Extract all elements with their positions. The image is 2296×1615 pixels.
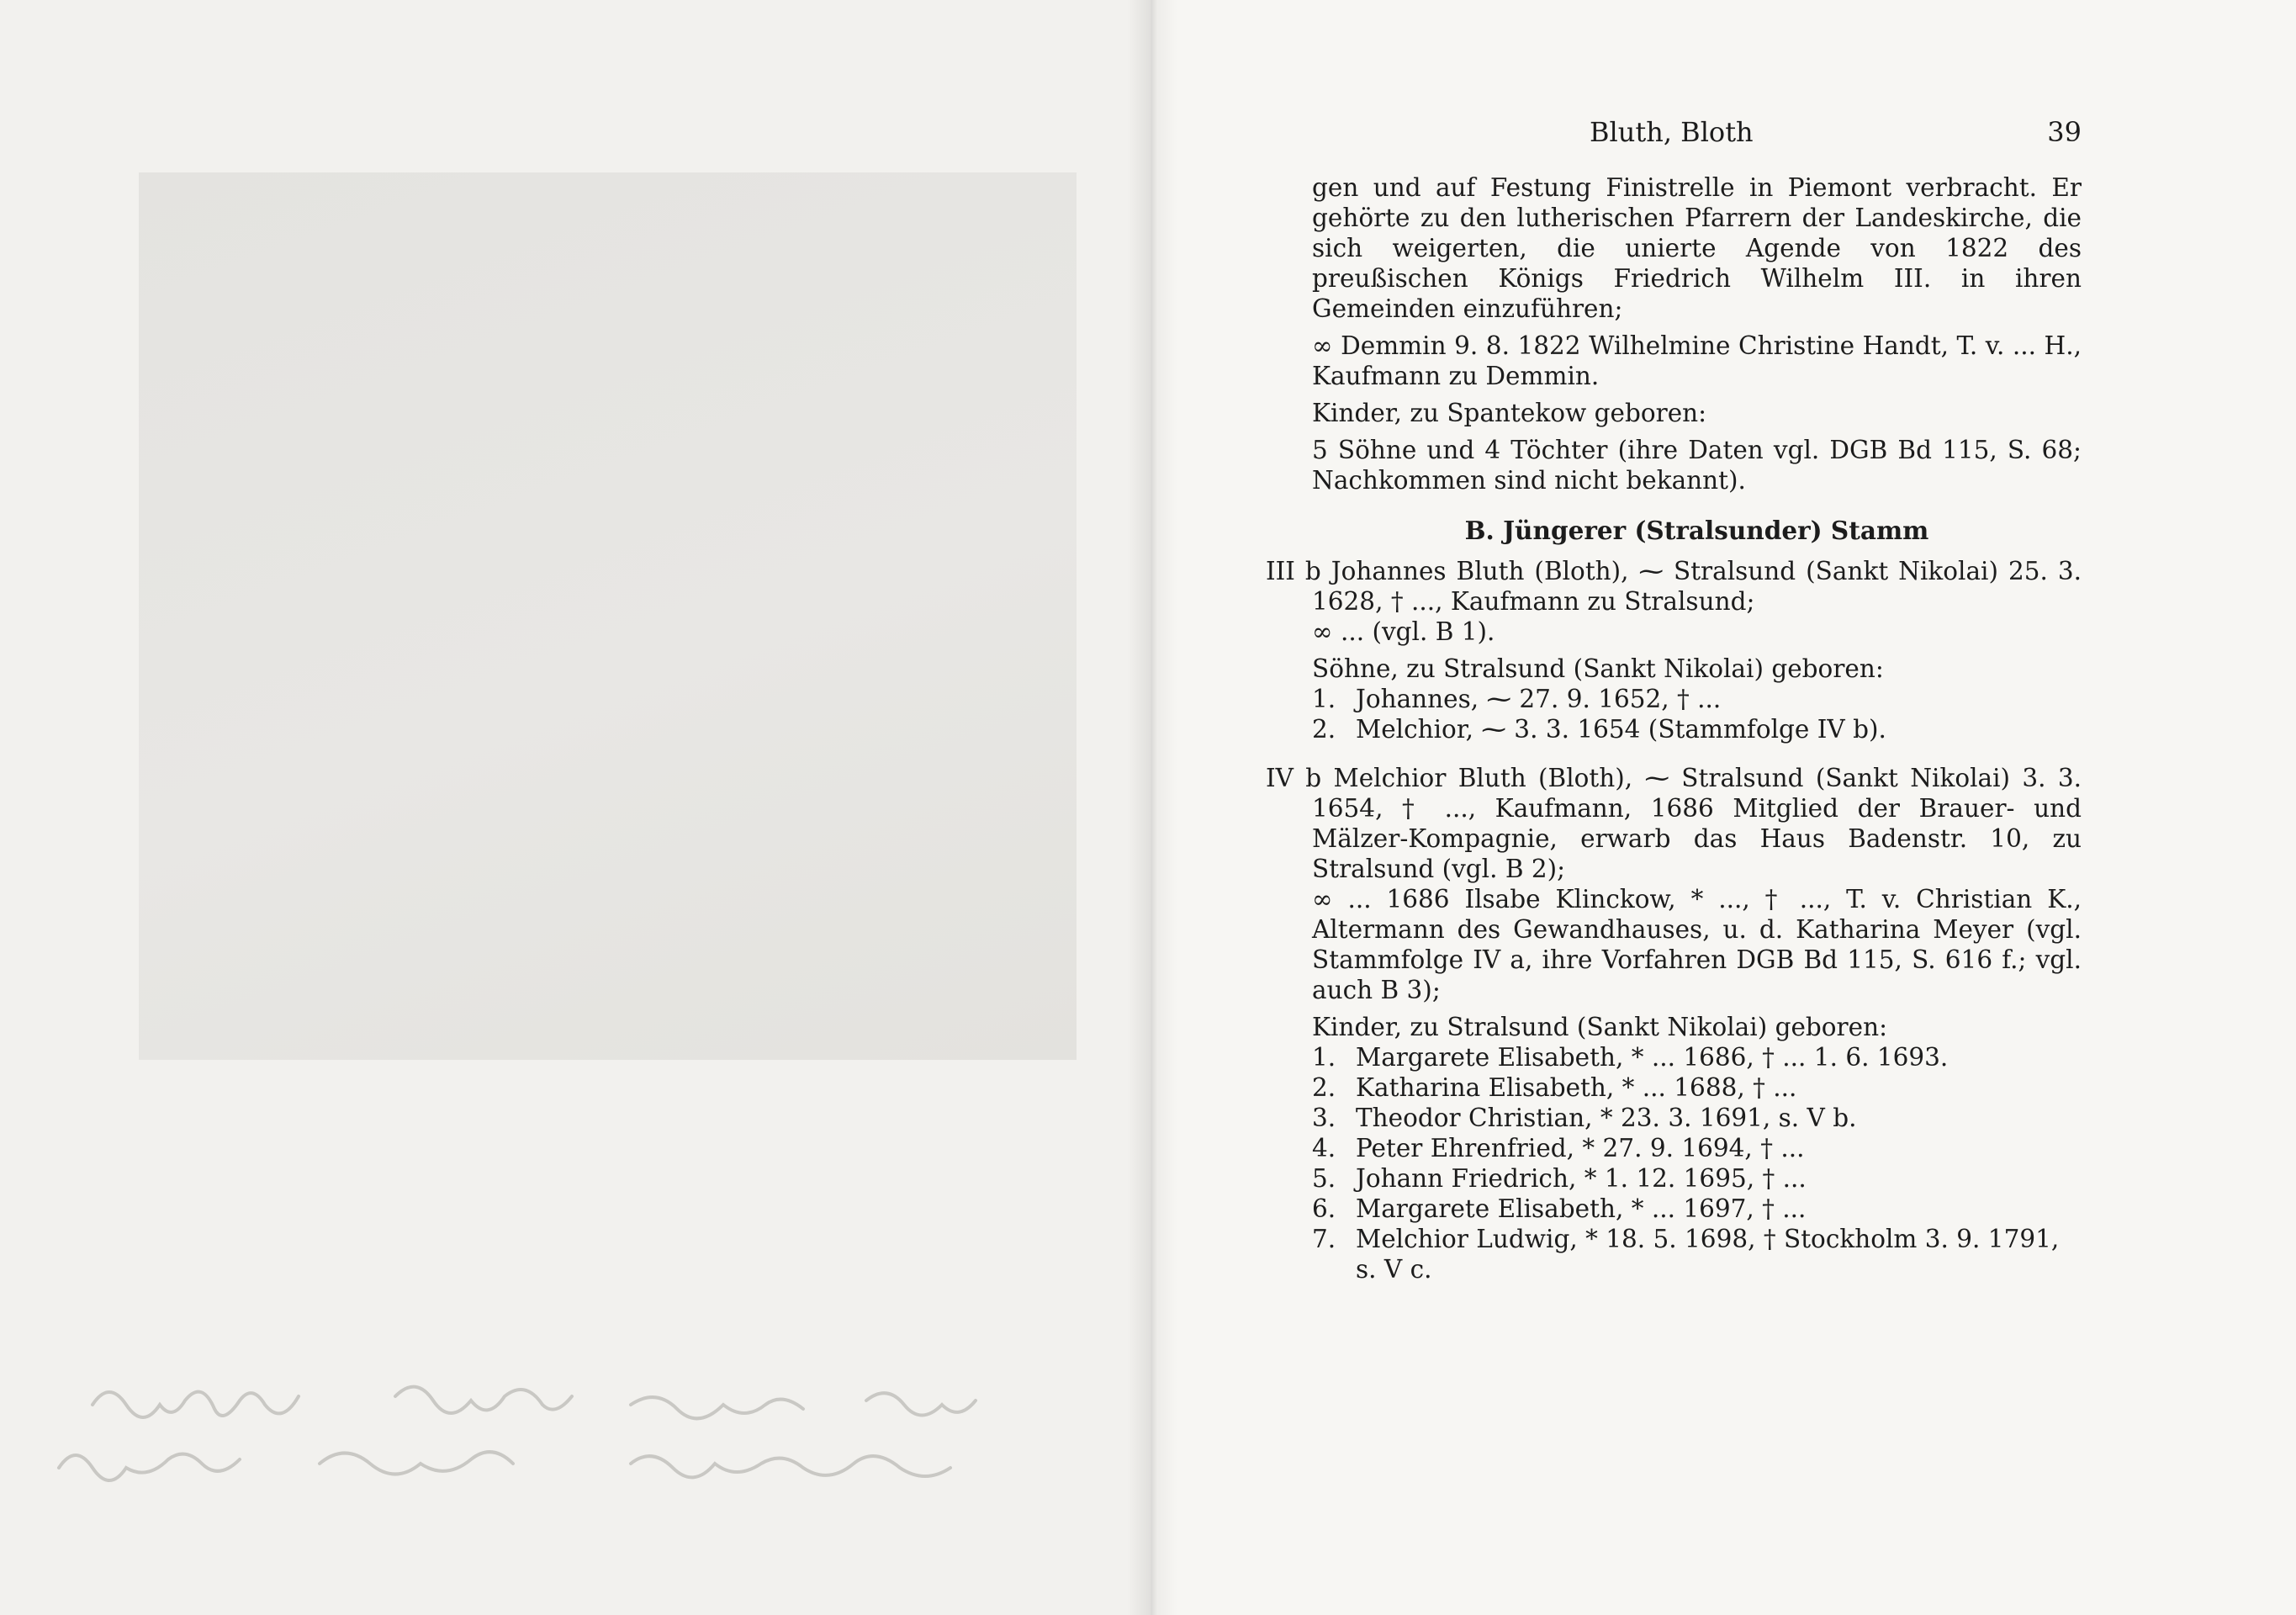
list-item [1312, 1224, 2082, 1284]
list-number: 2. [1312, 715, 1336, 744]
list-item [1312, 1163, 2082, 1194]
handwritten-inscription-icon [42, 1371, 1102, 1489]
faded-illustration-plate [139, 172, 1077, 1060]
genealogy-entry-3b [1266, 556, 2082, 617]
list-number: 4. [1312, 1134, 1336, 1162]
running-header [1308, 111, 2082, 158]
children-list [1266, 684, 2082, 744]
list-text: Melchior Ludwig, * 18. 5. 1698, † Stockholm 3. 9. 1791, s. V c. [1356, 1225, 2060, 1284]
list-item [1312, 1042, 2082, 1072]
list-item [1312, 714, 2082, 744]
list-number: 6. [1312, 1194, 1336, 1223]
list-text: Katharina Elisabeth, * ... 1688, † ... [1356, 1073, 1797, 1102]
entry-text: Melchior Bluth (Bloth), ⁓ Stralsund (Sankt Nikolai) 3. 3. 1654, † ..., Kaufmann, 1686 Mitglied der Brauer- und Mälzer-Kompagnie, erwarb das Haus Badenstr. 10, zu Stralsund (vgl. B 2); [1312, 764, 2082, 883]
children-intro: Söhne, zu Stralsund (Sankt Nikolai) geboren: [1312, 654, 1884, 683]
list-text: Margarete Elisabeth, * ... 1697, † ... [1356, 1194, 1807, 1223]
list-number: 3. [1312, 1104, 1336, 1132]
marriage-line: ∞ ... 1686 Ilsabe Klinckow, * ..., † ..., T. v. Christian K., Altermann des Gewandhauses, u. d. Katharina Meyer (vgl. Stammfolge IV a, ihre Vorfahren DGB Bd 115, S. 616 f.; vgl. auch B 3); [1312, 885, 2082, 1004]
generation-label: III b [1266, 557, 1321, 585]
list-item [1312, 1103, 2082, 1133]
genealogy-entry-4b [1266, 763, 2082, 884]
list-item [1312, 1133, 2082, 1163]
list-item [1312, 684, 2082, 714]
marriage-line: ∞ Demmin 9. 8. 1822 Wilhelmine Christine Handt, T. v. ... H., Kaufmann zu Demmin. [1312, 331, 2082, 390]
entry-text: Johannes Bluth (Bloth), ⁓ Stralsund (Sankt Nikolai) 25. 3. 1628, † ..., Kaufmann zu Stralsund; [1312, 557, 2082, 616]
marriage-line: ∞ ... (vgl. B 1). [1312, 617, 1495, 646]
list-number: 1. [1312, 685, 1336, 713]
children-list [1266, 1042, 2082, 1284]
section-heading: B. Jüngerer (Stralsunder) Stamm [1464, 516, 1929, 545]
children-intro: Kinder, zu Spantekow geboren: [1312, 399, 1707, 427]
generation-label: IV b [1266, 764, 1322, 792]
list-text: Peter Ehrenfried, * 27. 9. 1694, † ... [1356, 1134, 1805, 1162]
children-intro: Kinder, zu Stralsund (Sankt Nikolai) geboren: [1312, 1013, 1888, 1041]
list-number: 5. [1312, 1164, 1336, 1193]
list-item [1312, 1072, 2082, 1103]
running-title: Bluth, Bloth [1590, 116, 1754, 148]
list-number: 2. [1312, 1073, 1336, 1102]
children-note: 5 Söhne und 4 Töchter (ihre Daten vgl. DGB Bd 115, S. 68; Nachkommen sind nicht bekannt). [1312, 436, 2082, 495]
list-text: Johannes, ⁓ 27. 9. 1652, † ... [1356, 685, 1722, 713]
page-text [1266, 172, 2082, 1284]
continuation-paragraph: gen und auf Festung Finistrelle in Piemont verbracht. Er gehörte zu den lutherischen Pfarrern der Landeskirche, die sich weigerten, die unierte Agende von 1822 des preußischen Königs Friedrich Wilhelm III. in ihren Gemeinden einzuführen; [1312, 173, 2082, 323]
list-number: 7. [1312, 1225, 1336, 1253]
page-number: 39 [2047, 116, 2082, 148]
list-text: Theodor Christian, * 23. 3. 1691, s. V b. [1356, 1104, 1857, 1132]
book-gutter [1127, 0, 1177, 1615]
list-text: Johann Friedrich, * 1. 12. 1695, † ... [1356, 1164, 1807, 1193]
list-text: Margarete Elisabeth, * ... 1686, † ... 1. 6. 1693. [1356, 1043, 1949, 1072]
list-text: Melchior, ⁓ 3. 3. 1654 (Stammfolge IV b). [1356, 715, 1886, 744]
list-item [1312, 1194, 2082, 1224]
list-number: 1. [1312, 1043, 1336, 1072]
